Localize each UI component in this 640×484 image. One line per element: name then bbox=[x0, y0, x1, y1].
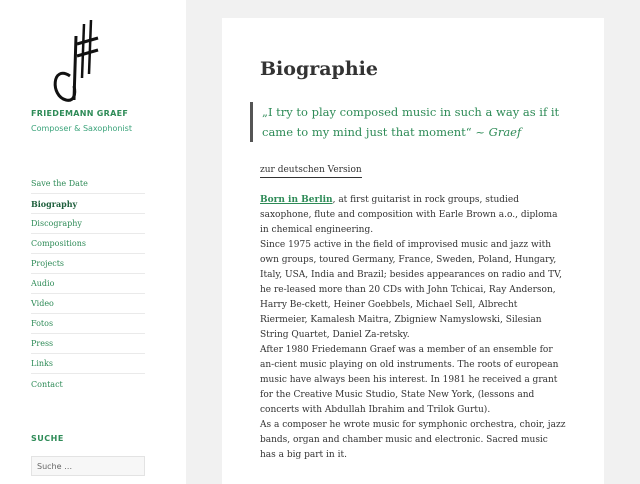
nav-item-video bbox=[31, 294, 145, 314]
born-in-berlin-link[interactable]: Born in Berlin bbox=[260, 195, 333, 205]
nav-item-contact bbox=[31, 374, 145, 394]
nav-item-press bbox=[31, 334, 145, 354]
bio-paragraph: Since 1975 active in the field of improvised music and jazz with own groups, toured Germany, France, Sweden, Poland, Hungary, Italy, USA, India and Brazil; besides appearances on radio and TV, he re-leased more than 20 CDs with John Tchicai, Ray Anderson, Harry Be-ckett, Heiner Goebbels, Michael Sell, Albrecht Riermeier, Kamalesh Maitra, Zbigniew Namyslowski, Silesian String Quartet, Daniel Za-retsky. bbox=[260, 240, 562, 340]
nav-link[interactable]: Projects bbox=[31, 259, 65, 268]
nav-item-projects bbox=[31, 254, 145, 274]
page-title: Biographie bbox=[260, 58, 378, 80]
nav-link[interactable]: Audio bbox=[31, 279, 55, 288]
nav-item-audio bbox=[31, 274, 145, 294]
search-widget-title: SUCHE bbox=[31, 434, 64, 443]
nav-link[interactable]: Contact bbox=[31, 379, 63, 389]
nav-item-discography bbox=[31, 214, 145, 234]
nav-link[interactable]: Video bbox=[31, 299, 54, 308]
main-navigation bbox=[31, 174, 145, 394]
quote-text: „I try to play composed music in such a way as if it came to my mind just that moment“ ~ bbox=[262, 105, 560, 139]
nav-item-save-the-date bbox=[31, 174, 145, 194]
main-content bbox=[222, 18, 604, 484]
music-note-logo-icon[interactable] bbox=[46, 16, 100, 104]
sidebar bbox=[0, 0, 186, 484]
nav-link[interactable]: Save the Date bbox=[31, 179, 88, 188]
biography-text bbox=[260, 193, 566, 463]
nav-link[interactable]: Compositions bbox=[31, 239, 86, 248]
bio-paragraph: After 1980 Friedemann Graef was a member of an ensemble for an-cient music playing on old instruments. The roots of european music have always been his interest. In 1981 he received a grant for the Creative Music Studio, State New York, (lessons and concerts with Abdullah Ibrahim and Trilok Gurtu). bbox=[260, 345, 559, 415]
nav-link[interactable]: Discography bbox=[31, 219, 82, 228]
search-input[interactable] bbox=[31, 456, 145, 476]
bio-paragraph: As a composer he wrote music for symphonic orchestra, choir, jazz bands, organ and chamber music and electronic. Sacred music has a big part in it. bbox=[260, 420, 566, 460]
site-description: Composer & Saxophonist bbox=[31, 124, 132, 133]
nav-link[interactable]: Links bbox=[31, 359, 53, 368]
german-version-link[interactable]: zur deutschen Version bbox=[260, 164, 362, 178]
nav-link[interactable]: Press bbox=[31, 339, 54, 348]
nav-link[interactable]: Biography bbox=[31, 198, 78, 209]
nav-item-compositions bbox=[31, 234, 145, 254]
nav-item-links bbox=[31, 354, 145, 374]
nav-item-fotos bbox=[31, 314, 145, 334]
quote-author: Graef bbox=[488, 125, 522, 139]
site-title[interactable]: FRIEDEMANN GRAEF bbox=[31, 109, 129, 118]
nav-item-biography bbox=[31, 194, 145, 214]
bio-intro: , at first guitarist in rock groups, studied saxophone, flute and composition with Earle Brown a.o., diploma in chemical engineering. bbox=[260, 195, 558, 235]
bio-paragraph bbox=[260, 193, 566, 238]
nav-link[interactable]: Fotos bbox=[31, 319, 54, 328]
featured-quote bbox=[250, 102, 580, 142]
